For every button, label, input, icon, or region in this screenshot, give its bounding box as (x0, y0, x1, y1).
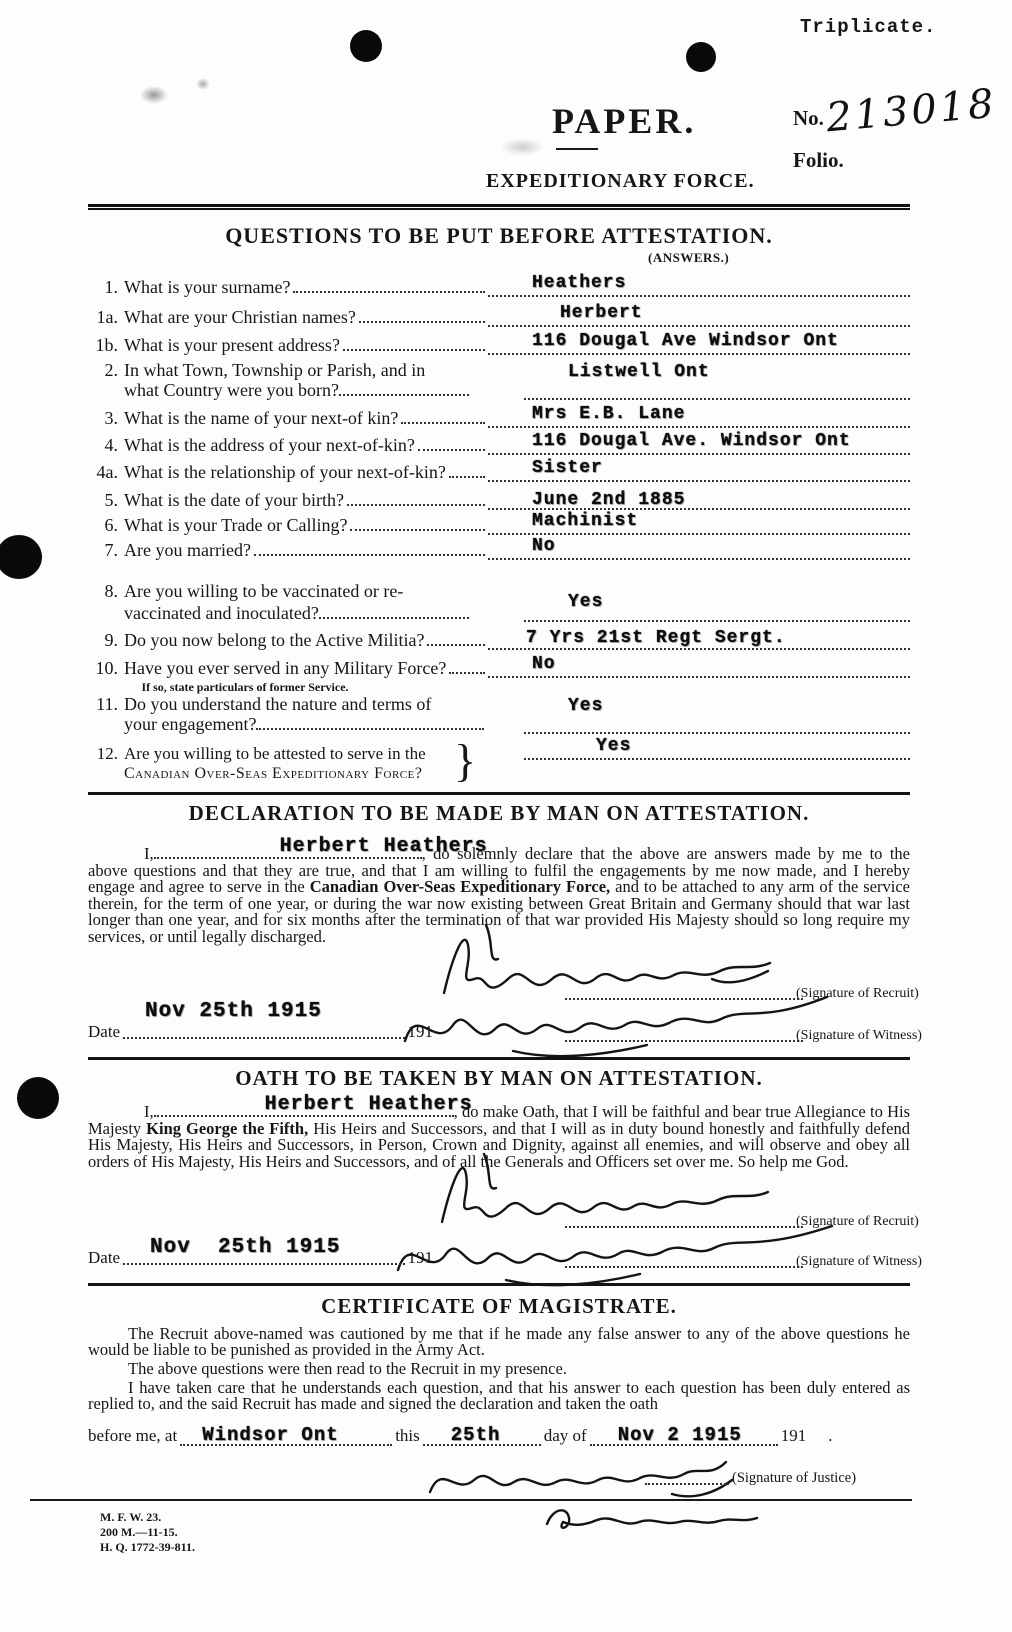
answer-line (488, 484, 910, 510)
question-text: What is your present address? (124, 335, 340, 355)
answer-line (488, 534, 910, 560)
certificate-paragraph: I have taken care that he understands each question, and that his answer to each question has been duly entered as replied to, and the said Recruit has made and signed the declaration and taken the oath (88, 1378, 910, 1413)
declaration-body: , do solemnly declare that the above are answers made by me to the above questions and that they are true, and that I am willing to fulfil the engagements by me now made, and I hereby engage and agree to serve in the (88, 844, 910, 896)
question-text: What are your Christian names? (124, 307, 356, 327)
oath-body-bold: King George the Fifth, (146, 1118, 309, 1138)
oath-typed-name: Herbert Heathers (264, 1092, 473, 1116)
justice-signature-label: (Signature of Justice) (732, 1470, 857, 1486)
answer-value: 116 Dougal Ave Windsor Ont (532, 331, 839, 351)
dot-leaders (359, 321, 485, 323)
place-typed-value: Windsor Ont (202, 1424, 339, 1446)
before-me-label: before me, at (88, 1426, 178, 1445)
folio-label: Folio. (793, 148, 844, 172)
witness-signature-line (565, 1248, 803, 1268)
question-text: What is the name of your next-of kin? (124, 408, 399, 428)
answer-line (488, 429, 910, 455)
answer-line (488, 402, 910, 428)
dot-leaders (449, 476, 485, 478)
question-text: Have you ever served in any Military Force? (124, 658, 447, 678)
day-line (423, 1424, 541, 1446)
certificate-paragraphs (88, 1326, 910, 1415)
hole-punch-mark (17, 1077, 59, 1119)
oath-name-line (154, 1092, 473, 1117)
declaration-typed-date: Nov 25th 1915 (145, 1000, 322, 1023)
question-number: 4a. (96, 462, 118, 482)
scan-artifact (140, 86, 168, 104)
answer-line (524, 694, 910, 734)
scan-artifact (196, 78, 210, 90)
oath-body: His Heirs and Successors, and that I will as in duty bound honestly and faithfully defend His Majesty, His Heirs and Successors, in Person, Crown and Dignity, against all enemies, and will observe and obey all orders of His Majesty, His Heirs and Successors, and of all the Generals and Officers set over me. So help me God. (88, 1118, 910, 1171)
declaration-body: and to be attached to any arm of the service therein, for the term of one year, or during the war now existing between Great Britain and Germany should that war last longer than one year, and for six months after the termination of that war provided His Majesty should so long require my services, or until legally discharged. (88, 877, 910, 946)
dot-leaders (319, 616, 469, 619)
dot-leaders (418, 449, 485, 451)
question-row (88, 735, 910, 786)
form-code: H. Q. 1772-39-811. (100, 1540, 195, 1554)
answer-line (488, 301, 910, 327)
answer-value: Yes (568, 592, 604, 612)
month-typed-value: Nov 2 1915 (617, 1424, 742, 1446)
answer-line (524, 572, 910, 622)
answer-value: 7 Yrs 21st Regt Sergt. (526, 628, 786, 648)
question-text: Are you married? (124, 540, 251, 560)
question-text: vaccinated and inoculated? (124, 603, 319, 623)
question-text: your engagement? (124, 714, 257, 734)
question-number: 11. (96, 694, 118, 714)
oath-date-row (88, 1248, 433, 1268)
question-row (88, 534, 910, 560)
question-number: 5. (104, 490, 118, 510)
before-me-row (88, 1426, 910, 1446)
answer-line (488, 652, 910, 678)
answer-value: Herbert (560, 303, 643, 323)
question-row (88, 572, 910, 622)
form-code: M. F. W. 23. (100, 1510, 162, 1524)
answer-value: No (532, 654, 556, 674)
declaration-name-line (154, 834, 488, 859)
answer-line (488, 624, 910, 650)
question-text: What is the relationship of your next-of-kin? (124, 462, 446, 482)
question-row (88, 301, 910, 327)
question-number: 12. (96, 744, 118, 763)
dot-leaders (254, 554, 485, 556)
dot-leaders (347, 504, 485, 506)
oath-body: , do make Oath, that I will be faithful and bear true Allegiance to His Majesty (88, 1102, 910, 1138)
question-text: what Country were you born? (124, 380, 339, 400)
date-year-prefix: 191 (407, 1248, 433, 1267)
dot-leaders (339, 393, 469, 396)
hole-punch-mark (686, 42, 716, 72)
dot-leaders (449, 672, 485, 674)
question-row (88, 624, 910, 650)
section-rule (88, 1057, 910, 1060)
day-typed-value: 25th (450, 1424, 501, 1446)
certificate-paragraph: The above questions were then read to the Recruit in my presence. (128, 1359, 567, 1378)
answer-value: Heathers (532, 273, 627, 293)
answer-value: June 2nd 1885 (532, 490, 686, 510)
question-text: Do you understand the nature and terms of (124, 694, 432, 714)
answer-value: 116 Dougal Ave. Windsor Ont (532, 431, 851, 451)
question-row (88, 429, 910, 455)
question-row (88, 484, 910, 510)
answer-value: Mrs E.B. Lane (532, 404, 686, 424)
question-number: 10. (95, 658, 118, 678)
question-number: 9. (104, 630, 118, 650)
question-row (88, 456, 910, 482)
question-number: 3. (104, 408, 118, 428)
question-row (88, 652, 910, 678)
answer-value: Machinist (532, 511, 639, 531)
declaration-body-bold: Canadian Over-Seas Expeditionary Force, (309, 877, 611, 896)
militia-note: If so, state particulars of former Service. (141, 680, 349, 694)
question-number: 7. (104, 540, 118, 560)
recruit-signature-label: (Signature of Recruit) (796, 986, 919, 1001)
answers-label: (ANSWERS.) (648, 250, 730, 265)
this-label: this (395, 1426, 420, 1445)
certificate-paragraph: The Recruit above-named was cautioned by me that if he made any false answer to any of the above questions he would be liable to be punished as provided in the Army Act. (88, 1324, 910, 1359)
answer-value: No (532, 536, 556, 556)
answer-value: Yes (568, 696, 604, 716)
question-text: Canadian Over-Seas Expeditionary Force? (124, 765, 423, 782)
date-year-prefix: 191 (780, 1426, 807, 1445)
answer-value: Yes (596, 736, 632, 756)
declaration-date-row (88, 1022, 433, 1042)
question-text: What is your surname? (124, 277, 291, 297)
dot-leaders (350, 529, 485, 531)
declaration-lead-in: I, (144, 844, 154, 863)
question-text: What is the address of your next-of-kin? (124, 435, 415, 455)
paper-title: PAPER. (552, 101, 697, 141)
oath-title: OATH TO BE TAKEN BY MAN ON ATTESTATION. (235, 1066, 763, 1090)
dot-leaders (256, 727, 484, 730)
day-of-label: day of (543, 1426, 587, 1445)
month-line (590, 1424, 778, 1446)
certificate-title: CERTIFICATE OF MAGISTRATE. (321, 1294, 677, 1318)
question-row (88, 694, 910, 734)
question-text: What is your Trade or Calling? (124, 515, 348, 535)
copy-label: Triplicate. (800, 16, 937, 38)
question-text: Are you willing to be attested to serve in the (124, 744, 426, 763)
form-number-label: No. (793, 106, 824, 130)
date-year-prefix: 191 (407, 1022, 433, 1041)
hole-punch-mark (0, 535, 42, 579)
question-number: 1a. (96, 307, 118, 327)
question-row (88, 271, 910, 297)
date-label: Date (88, 1022, 121, 1041)
question-row (88, 402, 910, 428)
question-text: What is the date of your birth? (124, 490, 344, 510)
hole-punch-mark (350, 30, 382, 62)
answer-line (488, 456, 910, 482)
form-code: 200 M.—11-15. (100, 1525, 178, 1539)
title-underline (556, 148, 598, 150)
question-number: 2. (104, 360, 118, 380)
dot-leaders (401, 422, 485, 424)
date-dots (123, 1263, 404, 1265)
oath-lead-in: I, (144, 1102, 154, 1121)
answer-line (488, 509, 910, 535)
expeditionary-subtitle: EXPEDITIONARY FORCE. (486, 170, 755, 192)
trailing-period: . (828, 1426, 833, 1445)
form-number-value: 213018 (824, 80, 999, 142)
answer-line (488, 329, 910, 355)
question-number: 4. (104, 435, 118, 455)
declaration-title: DECLARATION TO BE MADE BY MAN ON ATTESTATION. (188, 801, 810, 825)
question-text: In what Town, Township or Parish, and in (124, 360, 426, 380)
question-number: 1. (104, 277, 118, 297)
question-number: 6. (104, 515, 118, 535)
place-line (180, 1424, 392, 1446)
question-number: 1b. (95, 335, 118, 355)
answer-value: Sister (532, 458, 603, 478)
brace-glyph: } (454, 735, 477, 786)
answer-value: Listwell Ont (568, 362, 710, 382)
answer-line (488, 271, 910, 297)
oath-typed-date: Nov 25th 1915 (150, 1236, 341, 1259)
declaration-typed-name: Herbert Heathers (279, 834, 488, 858)
question-row (88, 358, 910, 400)
answer-line (524, 736, 910, 760)
dot-leaders (427, 644, 485, 646)
witness-signature-line (565, 1022, 803, 1042)
witness-signature-label: (Signature of Witness) (796, 1254, 922, 1269)
question-row (88, 509, 910, 535)
section-rule (88, 1283, 910, 1286)
section-rule (88, 792, 910, 795)
scan-artifact (500, 138, 544, 156)
questions-title: QUESTIONS TO BE PUT BEFORE ATTESTATION. (225, 223, 773, 248)
dot-leaders (293, 291, 485, 293)
witness-signature-label: (Signature of Witness) (796, 1028, 922, 1043)
date-dots (123, 1037, 404, 1039)
date-label: Date (88, 1248, 121, 1267)
footer-form-codes (100, 1510, 195, 1555)
header-rule (88, 204, 910, 210)
bottom-rule (30, 1499, 912, 1501)
answer-line (524, 358, 910, 400)
dot-leaders (343, 349, 485, 351)
secondary-signature-handwriting (535, 1496, 765, 1536)
justice-signature-line (645, 1465, 729, 1485)
question-row (88, 329, 910, 355)
question-number: 8. (104, 581, 118, 601)
question-text: Are you willing to be vaccinated or re- (124, 581, 404, 601)
recruit-signature-label: (Signature of Recruit) (796, 1214, 919, 1229)
question-text: Do you now belong to the Active Militia? (124, 630, 425, 650)
